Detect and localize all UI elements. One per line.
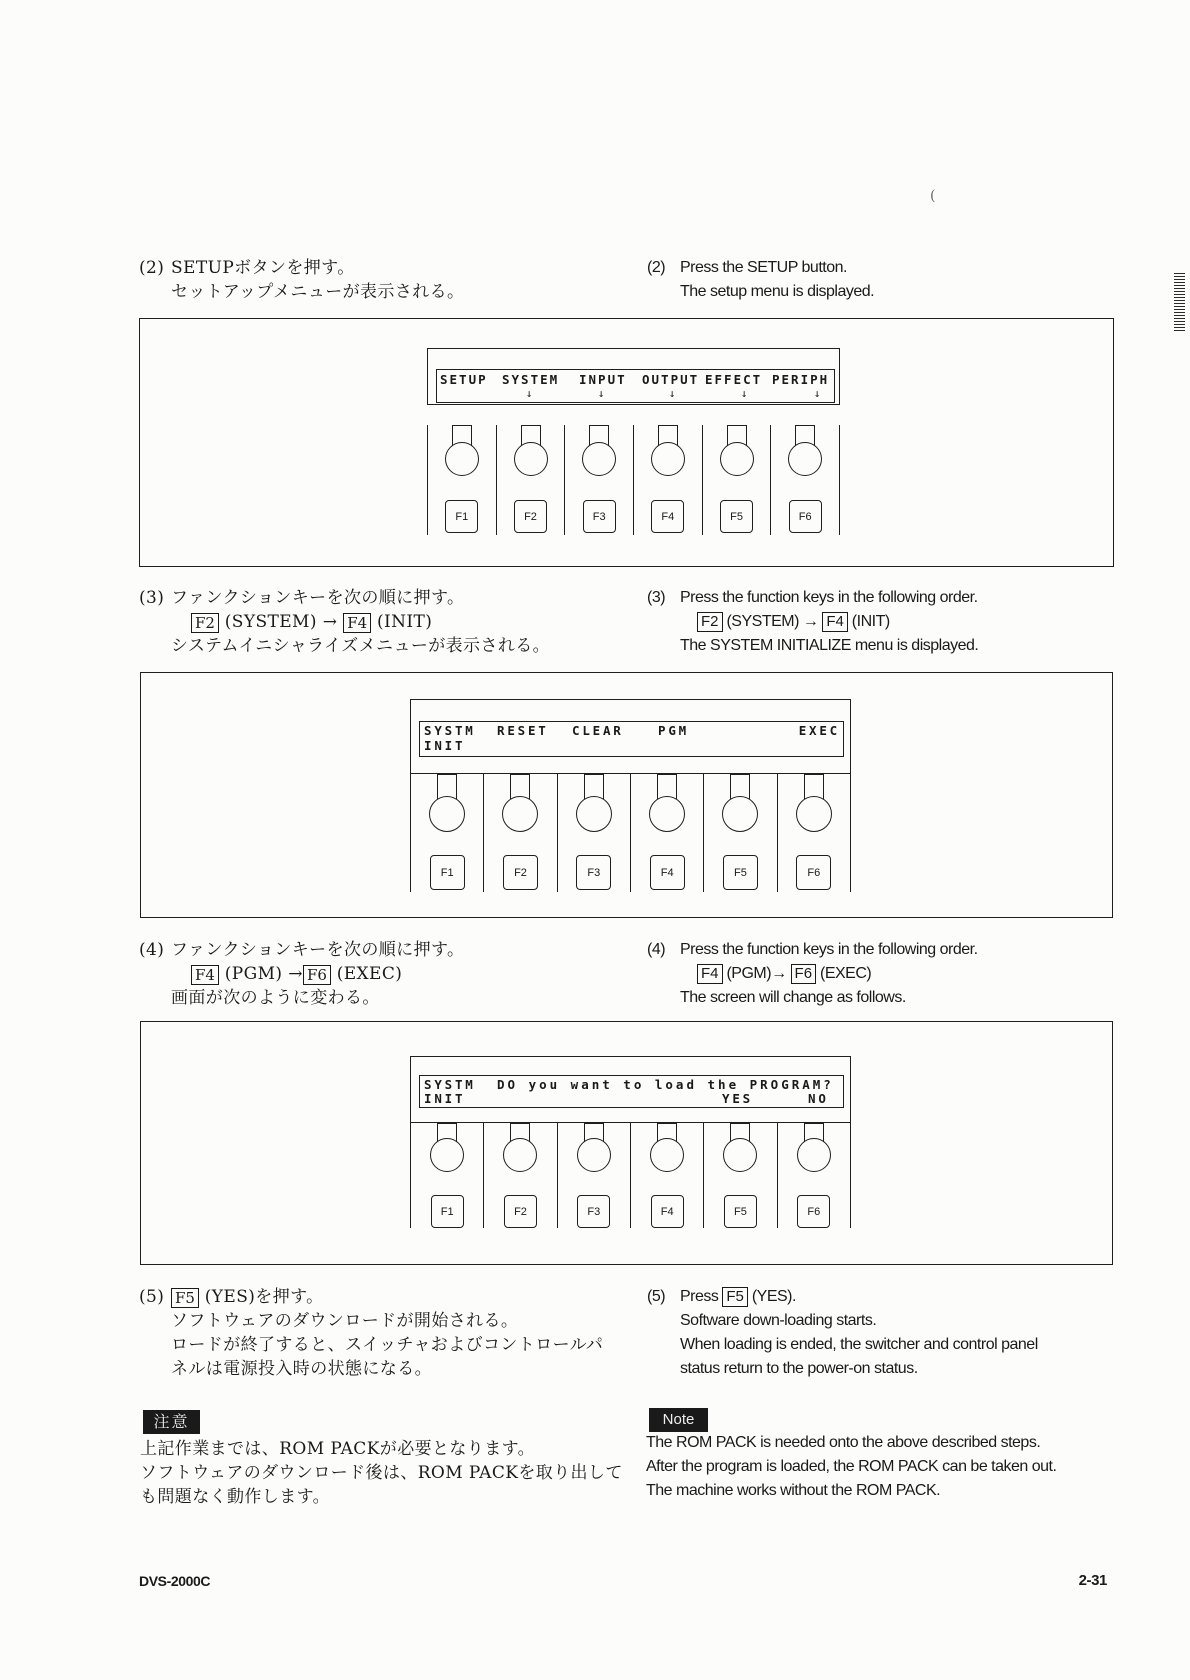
function-key-f1 <box>430 855 465 890</box>
step-instruction-text: (YES). <box>751 1288 796 1305</box>
menu-label-init: INIT <box>424 738 466 753</box>
key-column <box>630 1123 703 1228</box>
down-arrow-icon: ↓ <box>525 387 533 400</box>
key-function-label: (PGM) <box>726 965 772 982</box>
step-result: ソフトウェアのダウンロードが開始される。 <box>171 1311 519 1331</box>
function-key-label: F1 <box>440 866 454 879</box>
rotary-knob <box>503 1138 537 1172</box>
rotary-knob <box>720 442 754 476</box>
function-key-f3 <box>577 1195 610 1228</box>
key-column <box>483 1123 556 1228</box>
scan-mark: ( <box>930 188 936 204</box>
function-key-label: F2 <box>514 866 527 879</box>
step-result: When loading is ended, the switcher and control panel <box>680 1336 1038 1353</box>
down-arrow-icon: ↓ <box>668 387 676 400</box>
function-key-label: F4 <box>660 866 674 879</box>
rotary-knob <box>577 1138 611 1172</box>
lcd-screen <box>419 1075 844 1108</box>
key-box: F4 <box>697 964 723 984</box>
rotary-knob <box>445 442 479 476</box>
down-arrow-icon: ↓ <box>597 387 605 400</box>
note-line: After the program is loaded, the ROM PACK can be taken out. <box>646 1458 1057 1475</box>
menu-label-periph: PERIPH <box>772 372 830 387</box>
step-result: ネルは電源投入時の状態になる。 <box>171 1359 432 1379</box>
step-result: The setup menu is displayed. <box>680 283 875 300</box>
key-box: F6 <box>303 965 331 985</box>
key-column <box>496 425 565 535</box>
step-number: (3) <box>647 589 666 606</box>
step-number: (5) <box>647 1288 666 1305</box>
function-key-f2 <box>503 855 538 890</box>
menu-label-clear: CLEAR <box>572 723 624 738</box>
key-function-label: (EXEC) <box>336 964 403 984</box>
function-key-row <box>410 774 851 892</box>
function-key-f2 <box>514 500 547 533</box>
key-column <box>557 1123 630 1228</box>
function-key-label: F1 <box>440 1205 454 1218</box>
step-instruction: Press the function keys in the following order. <box>680 589 978 606</box>
key-sequence <box>697 610 890 634</box>
menu-label-yes: YES <box>722 1091 753 1106</box>
function-key-label: F3 <box>592 510 606 523</box>
function-key-f1 <box>431 1195 464 1228</box>
key-sequence <box>191 610 432 634</box>
step-instruction: Press the SETUP button. <box>680 259 847 276</box>
menu-label-input: INPUT <box>579 372 627 387</box>
note-badge: Note <box>649 1408 708 1432</box>
key-column <box>410 774 483 892</box>
function-key-f5 <box>724 1195 757 1228</box>
rotary-knob <box>788 442 822 476</box>
key-box: F4 <box>343 613 371 633</box>
function-key-row <box>427 425 840 535</box>
function-key-label: F5 <box>734 866 747 879</box>
step-number: (2) <box>647 259 666 276</box>
function-key-label: F4 <box>660 1205 674 1218</box>
step-number: (3) <box>139 588 165 608</box>
rotary-knob <box>502 796 538 832</box>
menu-label-pgm: PGM <box>658 723 689 738</box>
function-key-f1 <box>445 500 478 533</box>
step-result: status return to the power-on status. <box>680 1360 918 1377</box>
menu-label-no: NO <box>808 1091 829 1106</box>
right-arrow-icon: → <box>802 613 819 630</box>
function-key-f5 <box>720 500 753 533</box>
function-key-f3 <box>576 855 611 890</box>
note-line: The machine works without the ROM PACK. <box>646 1482 941 1499</box>
step-result: システムイニシャライズメニューが表示される。 <box>171 636 551 656</box>
key-function-label: (SYSTEM) <box>224 612 317 632</box>
key-column <box>557 774 630 892</box>
key-column <box>483 774 556 892</box>
key-box: F6 <box>791 964 817 984</box>
key-column <box>777 774 851 892</box>
function-key-label: F3 <box>587 866 601 879</box>
step-result: セットアップメニューが表示される。 <box>171 282 465 302</box>
thumb-index-tab <box>1174 273 1185 332</box>
key-column <box>770 425 840 535</box>
right-arrow-icon: → <box>288 964 303 984</box>
function-key-label: F6 <box>807 1205 821 1218</box>
rotary-knob <box>722 796 758 832</box>
menu-label-exec: EXEC <box>798 723 840 738</box>
function-key-label: F3 <box>587 1205 601 1218</box>
menu-label-effect: EFFECT <box>705 372 763 387</box>
step-number: (4) <box>139 940 165 960</box>
function-key-f6 <box>796 855 831 890</box>
rotary-knob <box>576 796 612 832</box>
step-instruction: SETUPボタンを押す。 <box>171 258 355 278</box>
rotary-knob <box>582 442 616 476</box>
key-box: F5 <box>722 1287 748 1307</box>
function-key-label: F5 <box>730 510 743 523</box>
key-column <box>410 1123 483 1228</box>
function-key-row <box>410 1123 851 1228</box>
down-arrow-icon: ↓ <box>740 387 748 400</box>
function-key-label: F6 <box>798 510 812 523</box>
step-instruction: ファンクションキーを次の順に押す。 <box>171 588 465 608</box>
key-sequence <box>191 962 402 986</box>
rotary-knob <box>649 796 685 832</box>
function-key-f4 <box>651 500 684 533</box>
down-arrow-icon: ↓ <box>813 387 821 400</box>
step-instruction <box>171 1285 324 1309</box>
step-number: (5) <box>139 1287 165 1307</box>
rotary-knob <box>650 1138 684 1172</box>
key-box: F4 <box>822 612 848 632</box>
function-key-f3 <box>583 500 616 533</box>
menu-label-output: OUTPUT <box>642 372 700 387</box>
caution-badge: 注意 <box>143 1410 200 1434</box>
function-key-f5 <box>723 855 758 890</box>
rotary-knob <box>797 1138 831 1172</box>
function-key-label: F4 <box>661 510 675 523</box>
right-arrow-icon: → <box>322 612 338 632</box>
key-column <box>564 425 633 535</box>
key-box: F2 <box>191 613 219 633</box>
step-result: 画面が次のように変わる。 <box>171 988 380 1008</box>
function-key-label: F2 <box>514 1205 527 1218</box>
menu-label-setup: SETUP <box>440 372 488 387</box>
rotary-knob <box>651 442 685 476</box>
menu-label-init: INIT <box>424 1091 466 1106</box>
function-key-f2 <box>504 1195 537 1228</box>
step-instruction-text: (YES)を押す。 <box>204 1287 324 1307</box>
function-key-label: F1 <box>455 510 469 523</box>
key-function-label: (INIT) <box>376 612 433 632</box>
note-line: 上記作業までは、ROM PACKが必要となります。 <box>140 1439 536 1459</box>
lcd-screen <box>419 721 844 757</box>
function-key-label: F5 <box>734 1205 747 1218</box>
key-column <box>777 1123 851 1228</box>
menu-label-system: SYSTEM <box>502 372 560 387</box>
key-box: F4 <box>191 965 219 985</box>
step-number: (4) <box>647 941 666 958</box>
key-column <box>703 1123 776 1228</box>
step-instruction <box>680 1285 796 1309</box>
step-instruction: Press the function keys in the following order. <box>680 941 978 958</box>
note-line: ソフトウェアのダウンロード後は、ROM PACKを取り出して <box>140 1463 623 1483</box>
key-function-label: (PGM) <box>224 964 283 984</box>
right-arrow-icon: → <box>771 965 787 982</box>
function-key-label: F2 <box>524 510 537 523</box>
step-result: ロードが終了すると、スイッチャおよびコントロールパ <box>171 1335 604 1355</box>
function-key-f4 <box>650 855 685 890</box>
function-key-f4 <box>651 1195 684 1228</box>
function-key-label: F6 <box>807 866 821 879</box>
key-column <box>633 425 702 535</box>
lcd-display-frame <box>410 1056 851 1123</box>
menu-label-reset: RESET <box>497 723 549 738</box>
lcd-display-frame <box>427 348 840 405</box>
rotary-knob <box>429 796 465 832</box>
rotary-knob <box>723 1138 757 1172</box>
function-key-f6 <box>789 500 822 533</box>
key-column <box>702 425 771 535</box>
rotary-knob <box>430 1138 464 1172</box>
step-result: Software down-loading starts. <box>680 1312 877 1329</box>
rotary-knob <box>514 442 548 476</box>
key-box: F2 <box>697 612 723 632</box>
rotary-knob <box>796 796 832 832</box>
step-instruction-text: Press <box>680 1288 719 1305</box>
note-line: The ROM PACK is needed onto the above described steps. <box>646 1434 1041 1451</box>
step-result: The screen will change as follows. <box>680 989 906 1006</box>
key-function-label: (EXEC) <box>820 965 872 982</box>
footer-model-name: DVS-2000C <box>139 1573 211 1589</box>
key-column <box>630 774 703 892</box>
key-sequence <box>697 962 871 986</box>
key-column <box>703 774 776 892</box>
menu-label-systm: SYSTM <box>424 1077 476 1092</box>
step-result: The SYSTEM INITIALIZE menu is displayed. <box>680 637 979 654</box>
lcd-display-frame <box>410 699 851 774</box>
step-number: (2) <box>139 258 165 278</box>
key-column <box>427 425 496 535</box>
key-function-label: (SYSTEM) <box>726 613 799 630</box>
step-instruction: ファンクションキーを次の順に押す。 <box>171 940 465 960</box>
key-function-label: (INIT) <box>851 613 890 630</box>
lcd-screen <box>436 369 835 403</box>
menu-label-systm: SYSTM <box>424 723 476 738</box>
note-line: も問題なく動作します。 <box>140 1487 331 1507</box>
confirm-message: DO you want to load the PROGRAM? <box>497 1077 834 1092</box>
footer-page-number: 2-31 <box>1078 1572 1107 1589</box>
function-key-f6 <box>797 1195 830 1228</box>
key-box: F5 <box>171 1288 199 1308</box>
